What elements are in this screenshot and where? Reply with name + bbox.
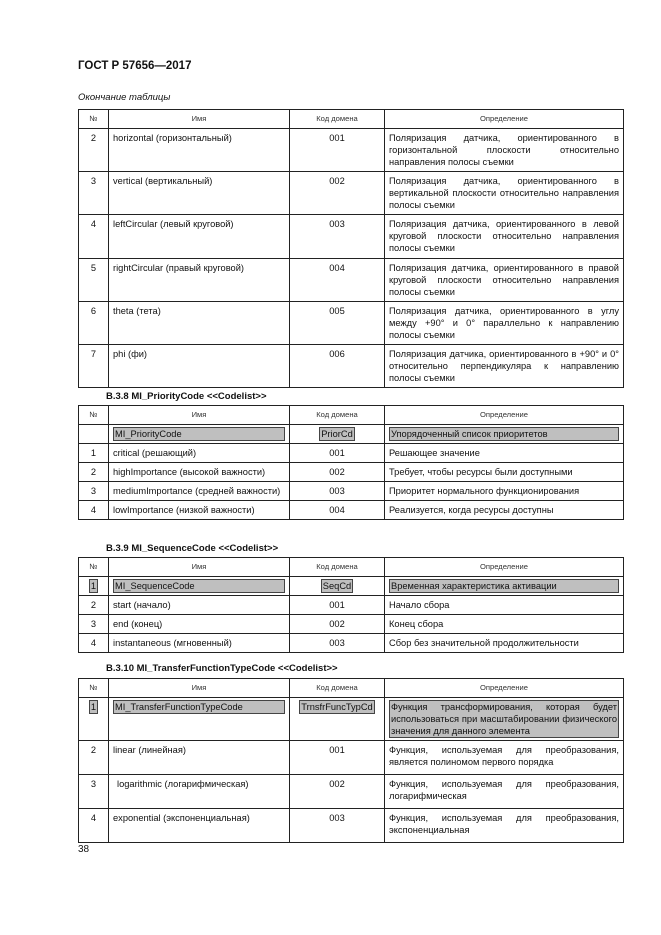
row-definition: Поляризация датчика, ориентированного в +90° и 0° относительно перпендикуляра к направлению полосы съемки [385, 345, 624, 388]
polarisation-table [78, 109, 624, 388]
table-row [79, 482, 624, 501]
row-code: 004 [290, 258, 385, 301]
row-code [290, 576, 385, 595]
codelist-num: 1 [89, 579, 98, 593]
transfer-function-type-code-table [78, 678, 624, 843]
table-row [79, 258, 624, 301]
row-definition: Функция, используемая для преобразования, логарифмическая [385, 775, 624, 809]
codelist-name: MI_SequenceCode [113, 579, 285, 593]
col-header-num: № [79, 406, 109, 425]
row-num: 7 [79, 345, 109, 388]
table-row [79, 215, 624, 258]
col-header-name: Имя [109, 110, 290, 129]
row-name [109, 576, 290, 595]
row-name: highImportance (высокой важности) [109, 463, 290, 482]
row-name: theta (тета) [109, 301, 290, 344]
col-header-num: № [79, 558, 109, 577]
row-code: 002 [290, 775, 385, 809]
table-continuation-caption: Окончание таблицы [78, 92, 171, 103]
col-header-num: № [79, 679, 109, 698]
row-definition: Приоритет нормального функционирования [385, 482, 624, 501]
row-name: end (конец) [109, 615, 290, 634]
row-definition: Реализуется, когда ресурсы доступны [385, 501, 624, 520]
row-num [79, 576, 109, 595]
row-num: 4 [79, 809, 109, 843]
sequence-code-table [78, 557, 624, 653]
codelist-header-row [79, 697, 624, 740]
col-header-def: Определение [385, 679, 624, 698]
row-name: logarithmic (логарифмическая) [109, 775, 290, 809]
col-header-name: Имя [109, 406, 290, 425]
row-definition [385, 424, 624, 443]
row-num: 5 [79, 258, 109, 301]
row-definition: Функция, используемая для преобразования, является полиномом первого порядка [385, 741, 624, 775]
row-definition: Функция, используемая для преобразования, экспоненциальная [385, 809, 624, 843]
row-name: horizontal (горизонтальный) [109, 128, 290, 171]
table-row [79, 615, 624, 634]
row-name [109, 697, 290, 740]
col-header-code: Код домена [290, 110, 385, 129]
row-name: linear (линейная) [109, 741, 290, 775]
row-definition: Поляризация датчика, ориентированного в углу между +90° и 0° параллельно к направлению полосы съемки [385, 301, 624, 344]
row-name: lowImportance (низкой важности) [109, 501, 290, 520]
document-standard-title: ГОСТ Р 57656—2017 [78, 60, 192, 72]
row-code: 001 [290, 741, 385, 775]
row-code: 001 [290, 128, 385, 171]
row-num: 4 [79, 634, 109, 653]
row-name: leftCircular (левый круговой) [109, 215, 290, 258]
table-row [79, 634, 624, 653]
section-heading-b310: B.3.10 MI_TransferFunctionTypeCode <<Codelist>> [106, 663, 338, 674]
col-header-code: Код домена [290, 558, 385, 577]
section-heading-b39: B.3.9 MI_SequenceCode <<Codelist>> [106, 543, 279, 554]
col-header-def: Определение [385, 110, 624, 129]
row-definition: Требует, чтобы ресурсы были доступными [385, 463, 624, 482]
row-code: 002 [290, 463, 385, 482]
table-row [79, 463, 624, 482]
table-header-row [79, 110, 624, 129]
row-num: 4 [79, 501, 109, 520]
table-row [79, 775, 624, 809]
row-definition: Сбор без значительной продолжительности [385, 634, 624, 653]
table-header-row [79, 406, 624, 425]
row-name: vertical (вертикальный) [109, 172, 290, 215]
row-name: start (начало) [109, 595, 290, 614]
codelist-name: MI_PriorityCode [113, 427, 285, 441]
page-number: 38 [78, 844, 90, 855]
row-name: critical (решающий) [109, 443, 290, 462]
table-row [79, 443, 624, 462]
codelist-definition: Временная характеристика активации [389, 579, 619, 593]
table-row [79, 301, 624, 344]
row-num: 2 [79, 741, 109, 775]
table-row [79, 595, 624, 614]
row-name: instantaneous (мгновенный) [109, 634, 290, 653]
row-code: 001 [290, 443, 385, 462]
row-definition: Решающее значение [385, 443, 624, 462]
row-code: 002 [290, 615, 385, 634]
codelist-header-row [79, 424, 624, 443]
col-header-def: Определение [385, 406, 624, 425]
row-num: 1 [79, 443, 109, 462]
section-heading-b38: B.3.8 MI_PriorityCode <<Codelist>> [106, 391, 267, 402]
row-code: 004 [290, 501, 385, 520]
row-definition [385, 697, 624, 740]
row-code: 001 [290, 595, 385, 614]
row-num: 3 [79, 775, 109, 809]
codelist-header-row [79, 576, 624, 595]
row-definition: Начало сбора [385, 595, 624, 614]
row-num: 2 [79, 128, 109, 171]
row-code [290, 697, 385, 740]
priority-code-table [78, 405, 624, 520]
row-code: 003 [290, 809, 385, 843]
col-header-code: Код домена [290, 679, 385, 698]
row-code: 003 [290, 482, 385, 501]
row-code: 006 [290, 345, 385, 388]
row-name [109, 424, 290, 443]
codelist-name: MI_TransferFunctionTypeCode [113, 700, 285, 714]
row-definition: Конец сбора [385, 615, 624, 634]
row-name: phi (фи) [109, 345, 290, 388]
row-code [290, 424, 385, 443]
row-num: 3 [79, 172, 109, 215]
table-row [79, 741, 624, 775]
row-name: rightCircular (правый круговой) [109, 258, 290, 301]
row-code: 003 [290, 215, 385, 258]
codelist-num: 1 [89, 700, 98, 714]
row-definition: Поляризация датчика, ориентированного в левой круговой плоскости относительно направления полосы съемки [385, 215, 624, 258]
row-num: 4 [79, 215, 109, 258]
codelist-definition: Упорядоченный список приоритетов [389, 427, 619, 441]
row-definition: Поляризация датчика, ориентированного в горизонтальной плоскости относительно направления полосы съемки [385, 128, 624, 171]
row-code: 002 [290, 172, 385, 215]
row-num [79, 697, 109, 740]
table-row [79, 501, 624, 520]
table-header-row [79, 558, 624, 577]
row-num [79, 424, 109, 443]
table-row [79, 345, 624, 388]
row-num: 3 [79, 482, 109, 501]
col-header-code: Код домена [290, 406, 385, 425]
codelist-code: SeqCd [321, 579, 353, 593]
row-definition: Поляризация датчика, ориентированного в вертикальной плоскости относительно направления полосы съемки [385, 172, 624, 215]
row-num: 6 [79, 301, 109, 344]
row-code: 003 [290, 634, 385, 653]
codelist-code: PriorCd [319, 427, 355, 441]
table-row [79, 809, 624, 843]
row-num: 2 [79, 595, 109, 614]
row-num: 3 [79, 615, 109, 634]
col-header-name: Имя [109, 679, 290, 698]
row-definition: Поляризация датчика, ориентированного в правой круговой плоскости относительно направления полосы съемки [385, 258, 624, 301]
row-name: exponential (экспоненциальная) [109, 809, 290, 843]
row-definition [385, 576, 624, 595]
col-header-name: Имя [109, 558, 290, 577]
codelist-definition: Функция трансформирования, которая будет использоваться при масштабировании физического значения для данного элемента [389, 700, 619, 738]
col-header-num: № [79, 110, 109, 129]
codelist-code: TrnsfrFuncTypCd [299, 700, 374, 714]
col-header-def: Определение [385, 558, 624, 577]
table-row [79, 128, 624, 171]
table-row [79, 172, 624, 215]
row-code: 005 [290, 301, 385, 344]
table-header-row [79, 679, 624, 698]
row-num: 2 [79, 463, 109, 482]
row-name: mediumImportance (средней важности) [109, 482, 290, 501]
